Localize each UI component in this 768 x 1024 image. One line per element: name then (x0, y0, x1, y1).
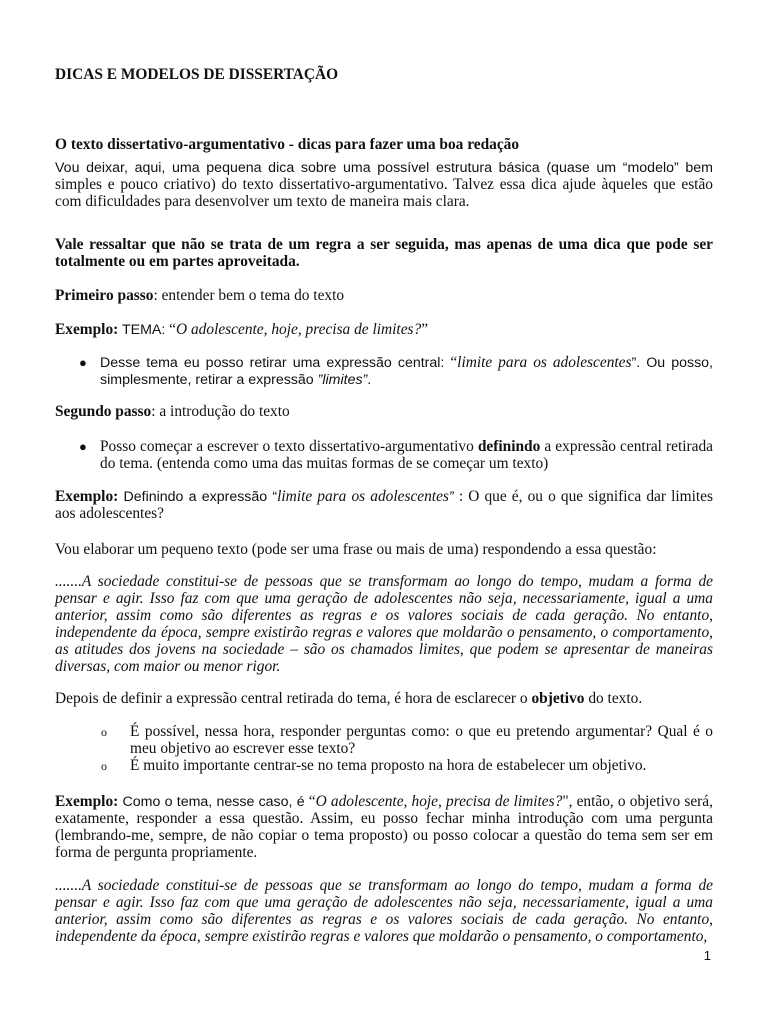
intro-paragraph (55, 160, 713, 211)
bullet-one-sans-2: ”. Ou posso, simplesmente, retirar a expressão (100, 355, 713, 388)
objective-paragraph (55, 691, 713, 708)
example-two-quote-close: ” (448, 489, 459, 505)
list-item (100, 758, 713, 775)
bullet-icon: ● (79, 355, 87, 370)
example-three-label: Exemplo: (55, 793, 119, 810)
example-one-quote-close: ” (421, 321, 429, 338)
step-one-label: Primeiro passo (55, 287, 154, 304)
step-two-text: : a introdução do texto (151, 403, 290, 420)
example-three-italic: O adolescente, hoje, precisa de limites? (315, 793, 563, 810)
bullet-one-italic-2: ”limites” (313, 371, 368, 388)
sub-bullet-text: É muito importante centrar-se no tema proposto na hora de estabelecer um objetivo. (130, 756, 647, 774)
objective-bold: objetivo (531, 690, 585, 707)
list-item (55, 439, 713, 473)
intro-sans-text: Vou deixar, aqui, uma pequena dica sobre uma possível estrutura básica (quase um “modelo” bem (55, 160, 713, 176)
example-one-quote-open: “ (165, 321, 177, 338)
example-three-text: ", então, o objetivo será, exatamente, responder a essa questão. Assim, eu posso fechar minha introdução com uma pergunta (lembrando-me, sempre, de não copiar o tema proposto) ou posso colocar a questão do tema sem ser em forma de pergunta propriamente. (55, 793, 713, 861)
example-one (55, 322, 713, 339)
list-item (100, 724, 713, 758)
example-three-sans: Como o tema, nesse caso, é (118, 794, 305, 810)
model-text: .......A sociedade constitui-se de pessoas que se transformam ao longo do tempo, mudam a forma de pensar e agir. Isso faz com que uma geração de adolescentes não seja, necessariamente, igual a uma anterior, assim como são diferentes as regras e os valores sociais de cada geração. No entanto, independente da época, sempre existirão regras e valores que moldarão o pensamento, o comportamento, as atitudes dos jovens na sociedade – são os chamados limites, que podem se apresentar de maneiras diversas, com maior ou menor rigor. (55, 573, 713, 675)
hollow-bullet-icon: o (101, 725, 107, 739)
bullet-one-italic: limite para os adolescentes (457, 354, 632, 371)
model-text-2: .......A sociedade constitui-se de pessoas que se transformam ao longo do tempo, mudam a forma de pensar e agir. Isso faz com que uma geração de adolescentes não seja, necessariamente, igual a uma anterior, assim como são diferentes as regras e os valores sociais de cada geração. No entanto, independente da época, sempre existirão regras e valores que moldarão o pensamento, o comportamento, (55, 877, 713, 945)
step-two-label: Segundo passo (55, 403, 152, 420)
example-one-label: Exemplo: (55, 321, 119, 338)
example-two-text: : O que é, ou o que significa dar limites aos adolescentes? (55, 488, 713, 522)
bullet-list-one (55, 355, 713, 389)
sub-bullet-text: É possível, nessa hora, responder perguntas como: o que eu pretendo argumentar? Qual é o meu objetivo ao escrever esse texto? (130, 723, 713, 757)
note-paragraph: Vale ressaltar que não se trata de um regra a ser seguida, mas apenas de uma dica que pode ser totalmente ou em partes aproveitada. (55, 236, 713, 270)
example-two-sans: Definindo a expressão “ (118, 489, 278, 505)
section-subtitle: O texto dissertativo-argumentativo - dicas para fazer uma boa redação (55, 136, 520, 153)
example-two-italic: limite para os adolescentes (277, 488, 449, 505)
bullet-two-bold: definindo (477, 438, 541, 455)
example-one-sans: TEMA: (118, 322, 166, 338)
page-number: 1 (703, 948, 711, 963)
step-one (55, 288, 713, 305)
example-one-theme: O adolescente, hoje, precisa de limites? (176, 321, 422, 338)
hollow-bullet-icon: o (101, 758, 107, 773)
example-two (55, 489, 713, 523)
bullet-one-quote-open: “ (444, 354, 458, 371)
bullet-two-text-1: Posso começar a escrever o texto dissertativo-argumentativo (100, 438, 478, 455)
bullet-icon: ● (79, 439, 87, 454)
step-two (55, 404, 713, 421)
bullet-one-sans-1: Desse tema eu posso retirar uma expressão central: (100, 355, 445, 371)
intro-serif-text: simples e pouco criativo) do texto dissertativo-argumentativo. Talvez essa dica ajude àqueles que estão com dificuldades para desenvolver um texto de maneira mais clara. (55, 175, 713, 210)
bullet-one-end: . (367, 371, 372, 388)
example-two-label: Exemplo: (55, 488, 119, 505)
example-three (55, 794, 713, 862)
objective-text-1: Depois de definir a expressão central retirada do tema, é hora de esclarecer o (55, 690, 532, 707)
step-one-text: : entender bem o tema do texto (153, 287, 345, 304)
sub-bullet-list (100, 724, 713, 775)
question-paragraph: Vou elaborar um pequeno texto (pode ser uma frase ou mais de uma) respondendo a essa questão: (55, 541, 657, 558)
list-item (55, 355, 713, 389)
bullet-list-two (55, 439, 713, 473)
document-title: DICAS E MODELOS DE DISSERTAÇÃO (55, 66, 339, 83)
bullet-two-text-2: a expressão central retirada do tema. (entenda como uma das muitas formas de se começar um texto) (100, 438, 713, 472)
objective-text-2: do texto. (584, 690, 643, 707)
example-three-quote-open: “ (304, 793, 316, 810)
